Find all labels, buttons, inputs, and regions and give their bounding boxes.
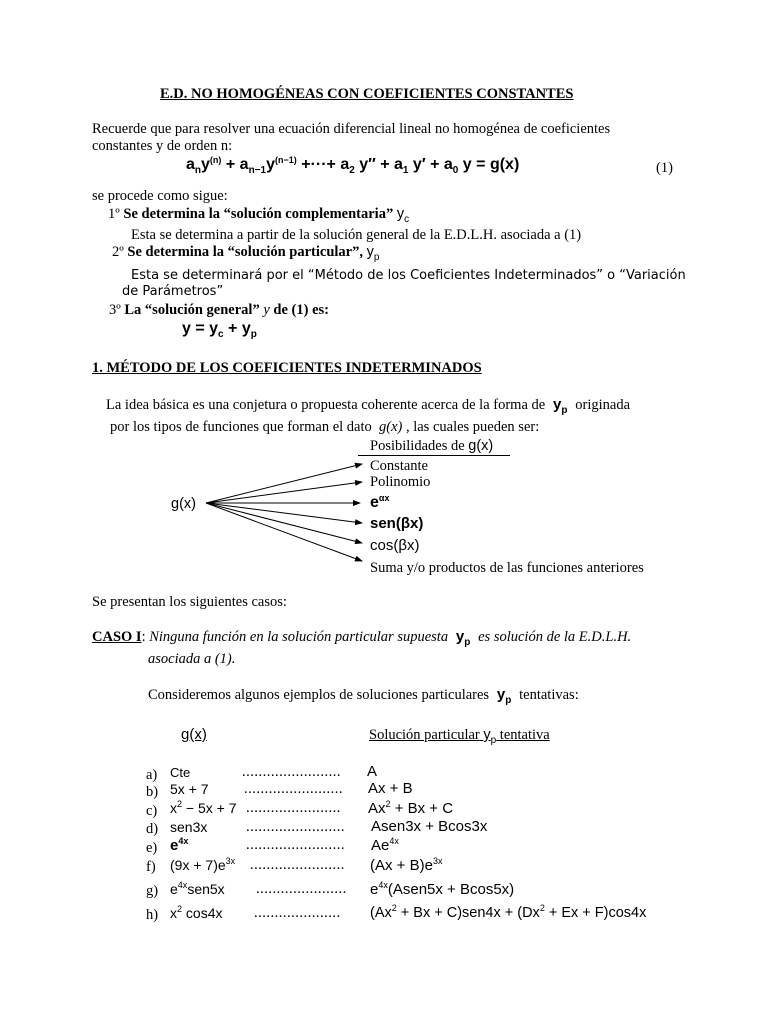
option-exponencial: $e^{\alpha x}$ [370, 493, 390, 511]
diagram-header: Posibilidades de g(x) [370, 438, 494, 454]
list-item: b) [146, 784, 159, 800]
step-1-heading [108, 206, 409, 223]
diagram-header-underline [358, 455, 510, 456]
examples-intro: Consideremos algunos ejemplos de soluciones particulares $y_p$ tentativas: [148, 686, 579, 706]
proceed-text: se procede como sigue: [92, 188, 228, 204]
step-2-description-1: Esta se determinará por el “Método de los Coeficientes Indeterminados” o “Variación [131, 268, 686, 283]
step-1-number: 1º [108, 206, 120, 222]
equation-number: (1) [656, 160, 673, 176]
list-item: d) [146, 821, 159, 837]
step-2-number: 2º [112, 244, 124, 260]
intro-line-1: Recuerde que para resolver una ecuación diferencial lineal no homogénea de coeficientes [92, 121, 611, 137]
table-header-left: g(x) [181, 726, 207, 743]
list-item: h) [146, 907, 159, 923]
equation-1: $a_ny^{(n)} + a_{n-1}y^{(n-1)}$ +···+ $a_2$ $y'' + a_1$ $y' + a_0$ y = g(x) [186, 155, 520, 176]
intro-line-2: constantes y de orden n: [92, 138, 233, 154]
yp-symbol-2: $y_p$ [548, 396, 568, 416]
arrow-coseno [206, 503, 362, 543]
list-item: e) [146, 840, 158, 856]
step-3-bold-b: de (1) es: [273, 302, 329, 318]
arrow-constante [206, 464, 362, 503]
arrow-seno [206, 503, 362, 523]
idea-line-1: La idea básica es una conjetura o propuesta coherente acerca de la forma de $y_p$ originada [106, 396, 631, 416]
caso-1-line-2: asociada a (1). [148, 651, 236, 667]
table-header-right: Solución particular $y_p$ tentativa [369, 727, 550, 746]
section-1-title: 1. MÉTODO DE LOS COEFICIENTES INDETERMINADOS [92, 360, 482, 376]
step-2-description-2: de Parámetros” [122, 284, 224, 299]
page-title: E.D. NO HOMOGÉNEAS CON COEFICIENTES CONSTANTES [160, 86, 574, 102]
cases-intro: Se presentan los siguientes casos: [92, 594, 287, 610]
arrow-suma [206, 503, 362, 561]
step-2-bold: Se determina la “solución particular”, [127, 244, 363, 260]
step-3-bold-a: La “solución general” [124, 302, 260, 318]
list-item: g) [146, 883, 159, 899]
caso-1-line-1: CASO I: Ninguna función en la solución particular supuesta $y_p$ es solución de la E.D.L.H. [92, 628, 632, 648]
step-3-italic: y [263, 302, 270, 318]
option-seno: sen(βx) [370, 515, 424, 532]
list-item: f) [146, 859, 156, 875]
option-coseno: cos(βx) [370, 537, 420, 554]
step-1-description: Esta se determina a partir de la solución general de la E.D.L.H. asociada a (1) [131, 227, 582, 243]
option-constante: Constante [370, 458, 428, 474]
diagram-arrows [200, 455, 370, 575]
step-1-bold: Se determina la “solución complementaria” [123, 206, 394, 222]
arrow-polinomio [206, 482, 362, 503]
caso-1-label: CASO I [92, 629, 142, 645]
yc-symbol: $y_c$ [396, 206, 410, 225]
step-3-number: 3º [109, 302, 121, 318]
general-solution-equation: $y = y_c + y_p$ [182, 320, 257, 340]
option-polinomio: Polinomio [370, 474, 431, 490]
diagram-source: g(x) [171, 496, 196, 512]
option-suma: Suma y/o productos de las funciones anteriores [370, 560, 644, 576]
step-3-heading [109, 302, 329, 319]
step-2-heading [112, 244, 379, 261]
list-item: a) [146, 767, 158, 783]
list-item: c) [146, 803, 158, 819]
idea-line-2: por los tipos de funciones que forman el dato g(x) , las cuales pueden ser: [110, 419, 540, 435]
yp-symbol: $y_p$ [366, 244, 380, 263]
